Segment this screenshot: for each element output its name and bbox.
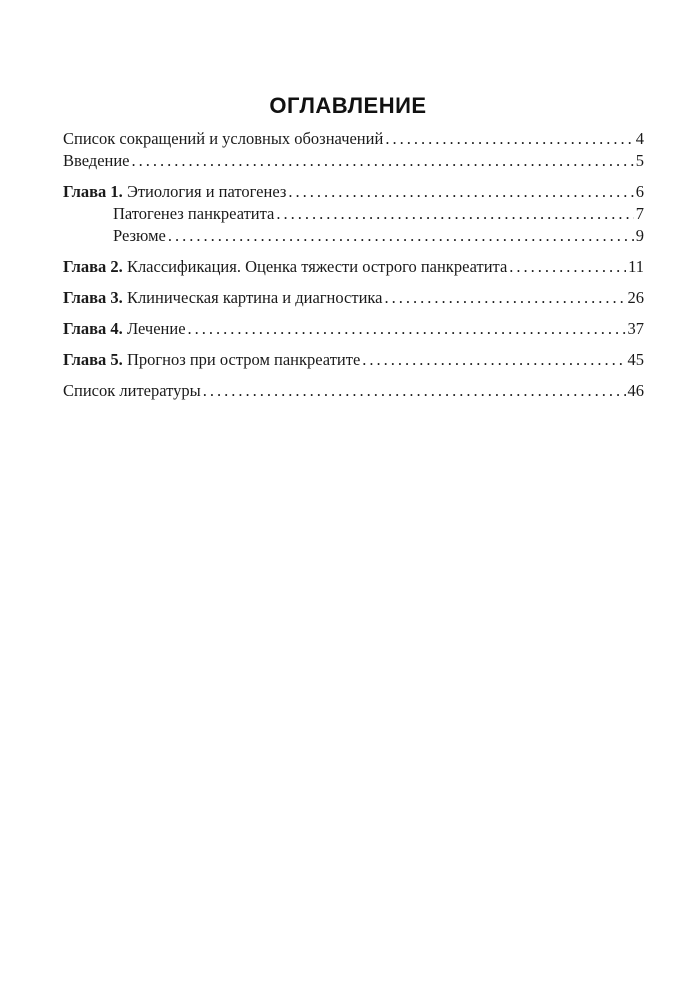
dot-leader — [203, 380, 626, 402]
dot-leader — [188, 318, 626, 340]
toc-list — [63, 128, 644, 402]
toc-entry-prefix: Глава 1. — [63, 182, 123, 201]
toc-entry-text — [63, 380, 201, 402]
toc-entry-text — [63, 318, 186, 340]
toc-entry-chapter-4 — [63, 318, 644, 340]
dot-leader — [362, 349, 625, 371]
toc-entry-title: Резюме — [113, 226, 166, 245]
toc-entry-title: Введение — [63, 151, 130, 170]
toc-entry-chapter-1 — [63, 181, 644, 203]
toc-entry-page: 5 — [635, 151, 644, 170]
toc-entry-section-summary — [63, 225, 644, 247]
toc-entry-introduction — [63, 150, 644, 172]
toc-entry-title: Список литературы — [63, 381, 201, 400]
toc-entry-bibliography — [63, 380, 644, 402]
toc-entry-prefix: Глава 5. — [63, 350, 123, 369]
toc-entry-prefix: Глава 4. — [63, 319, 123, 338]
toc-entry-page: 4 — [635, 129, 644, 148]
toc-entry-abbreviations — [63, 128, 644, 150]
dot-leader — [168, 225, 634, 247]
dot-leader — [132, 150, 634, 172]
toc-entry-page: 9 — [635, 226, 644, 245]
toc-entry-title: Классификация. Оценка тяжести острого панкреатита — [126, 257, 508, 276]
toc-entry-text — [63, 150, 130, 172]
toc-entry-text — [63, 349, 360, 371]
toc-entry-page: 46 — [627, 381, 644, 400]
toc-entry-page: 26 — [627, 288, 644, 307]
toc-entry-text — [63, 256, 507, 278]
dot-leader — [385, 287, 626, 309]
dot-leader — [385, 128, 633, 150]
toc-entry-page: 11 — [628, 257, 644, 276]
toc-entry-text — [113, 225, 166, 247]
dot-leader — [276, 203, 633, 225]
toc-entry-title: Патогенез панкреатита — [113, 204, 275, 223]
toc-entry-text — [63, 181, 286, 203]
toc-entry-chapter-5 — [63, 349, 644, 371]
toc-entry-title: Лечение — [126, 319, 186, 338]
toc-entry-text — [63, 287, 383, 309]
dot-leader — [288, 181, 633, 203]
toc-entry-title: Клиническая картина и диагностика — [126, 288, 383, 307]
toc-title: ОГЛАВЛЕНИЕ — [269, 93, 427, 118]
toc-entry-title: Прогноз при остром панкреатите — [126, 350, 361, 369]
toc-entry-page: 45 — [627, 350, 644, 369]
toc-entry-chapter-2 — [63, 256, 644, 278]
toc-entry-text — [63, 128, 383, 150]
toc-entry-page: 7 — [635, 204, 644, 223]
toc-entry-title: Список сокращений и условных обозначений — [63, 129, 384, 148]
toc-entry-title: Этиология и патогенез — [126, 182, 287, 201]
dot-leader — [509, 256, 626, 278]
toc-entry-page: 37 — [627, 319, 644, 338]
toc-entry-prefix: Глава 3. — [63, 288, 123, 307]
toc-entry-section-pathogenesis — [63, 203, 644, 225]
toc-entry-page: 6 — [635, 182, 644, 201]
toc-entry-text — [113, 203, 274, 225]
toc-entry-prefix: Глава 2. — [63, 257, 123, 276]
toc-entry-chapter-3 — [63, 287, 644, 309]
